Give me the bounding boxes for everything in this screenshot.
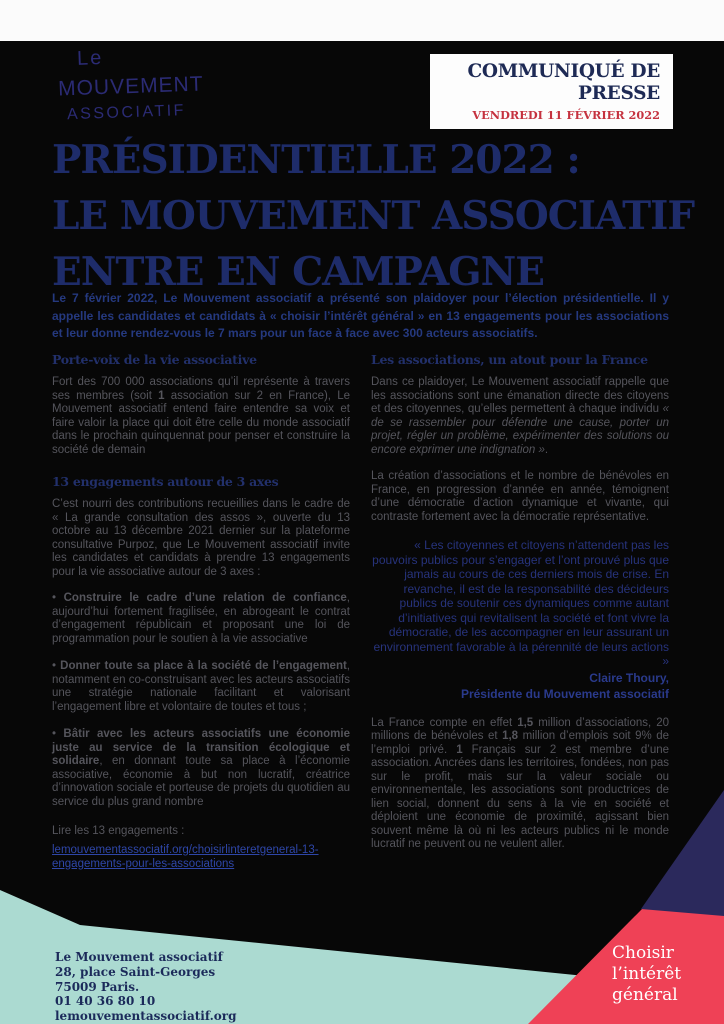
press-badge-title-line2: PRESSE <box>577 82 660 104</box>
engagements-link[interactable]: lemouvementassociatif.org/choisirlinteretgeneral-13-engagements-pour-les-associations <box>52 843 319 870</box>
press-badge-title-line1: COMMUNIQUÉ DE <box>467 61 660 82</box>
section-heading-atout-france: Les associations, un atout pour la France <box>371 352 648 367</box>
bullet-item <box>52 592 350 646</box>
tagline-line1: Choisir <box>612 943 674 963</box>
logo-line-mouvement: MOUVEMENT <box>57 72 204 101</box>
paragraph-text: . <box>544 443 549 456</box>
address-street: 28, place Saint-Georges <box>55 964 216 979</box>
stat-bold: 1 <box>456 743 463 756</box>
bullet-rest: , aujourd’hui fortement fragilisée, en abrogeant le contrat d’engagement républicain et proposant une loi de programmation pour le soutien à la vie associative <box>52 592 350 645</box>
bullet-lead: Construire le cadre d’une relation de confiance <box>63 592 347 604</box>
bullet-glyph: • <box>52 592 57 604</box>
stat-bold: 1,8 <box>502 730 519 742</box>
logo-line-le: Le <box>76 46 104 70</box>
logo-line-associatif: ASSOCIATIF <box>66 102 187 124</box>
address-website: lemouvementassociatif.org <box>55 1009 237 1024</box>
stat-bold: 1,5 <box>517 716 534 729</box>
bullet-rest: , en donnant toute sa place à l’économie associative, économie à but non lucratif, créatrice d’innovation sociale et porteuse de projets du quotidien au service du plus grand nombre <box>52 755 350 808</box>
paragraph: C’est nourri des contributions recueillies dans le cadre de « La grande consultation des assos », ouverte du 13 octobre au 13 décembre 2021 dernier sur la plateforme consultative Purpoz, que Le Mouvement associatif invite les candidates et candidats à prendre 13 engagements pour la vie associative autour de 3 axes : <box>52 498 350 578</box>
paragraph-bold-number: 1 <box>158 389 165 402</box>
page-title <box>52 132 700 300</box>
bullet-lead: Bâtir avec les acteurs associatifs une économie juste au service de la transition écologique et solidaire <box>52 728 350 767</box>
section-heading-porte-voix: Porte-voix de la vie associative <box>52 352 257 367</box>
pull-quote-text: « Les citoyennes et citoyens n’attendent pas les pouvoirs publics pour s’engager et l’ont prouvé plus que jamais au cours de ces derniers mois de crise. En revanche, il est de la responsabilité des décideurs publics de soutenir ces dynamiques comme autant d’initiatives qui revitalisent la société et font vivre la démocratie, de les accompagner en leur assurant un environnement favorable à la pérennité de leurs actions » <box>372 538 669 668</box>
paragraph-text: million d’associations, 20 millions de bénévoles et <box>371 716 670 742</box>
section-heading-13-engagements: 13 engagements autour de 3 axes <box>52 474 279 489</box>
inline-quote-italic: « de se rassembler pour défendre une cause, porter un projet, régler un problème, expérimenter des solutions ou encore exprimer une indignation » <box>371 403 669 456</box>
press-release-badge <box>430 54 673 129</box>
page-title-line2: LE MOUVEMENT ASSOCIATIF <box>52 193 695 239</box>
footer <box>0 780 724 1024</box>
bullet-rest: , notamment en co-construisant avec les acteurs associatifs une stratégie nationale facilitant et valorisant l’engagement libre et volontaire de toutes et tous ; <box>52 660 350 713</box>
mouvement-associatif-logo <box>57 43 205 124</box>
top-white-strip <box>0 0 724 41</box>
page-title-line3: ENTRE EN CAMPAGNE <box>52 249 544 295</box>
tagline-line3: général <box>612 985 678 1005</box>
paragraph-text: Français sur 2 est membre d’une association. Ancrées dans les territoires, fondées, non pas sur le profit, mais sur la valeur sociale ou environnementale, les associations sont productrices de lien social, donnent du sens à la vie en société et déploient une économie de proximité, agissant bien souvent même là où ni les acteurs publics ni le monde lucratif ne peuvent ou ne veulent aller. <box>371 743 669 850</box>
paragraph-text: La France compte en effet <box>371 716 518 729</box>
address-phone: 01 40 36 80 10 <box>55 994 156 1009</box>
intro-paragraph: Le 7 février 2022, Le Mouvement associatif a présenté son plaidoyer pour l’élection présidentielle. Il y appelle les candidates et candidats à « choisir l’intérêt général » en 13 engagements pour les associations et leur donne rendez-vous le 7 mars pour un face à face avec 300 acteurs associatifs. <box>52 291 669 340</box>
paragraph <box>371 376 669 457</box>
tagline-line2: l’intérêt <box>612 964 682 984</box>
pull-quote <box>371 538 669 702</box>
address-city: 75009 Paris. <box>55 979 140 994</box>
paragraph-text: million d’emplois soit 9% de l’emploi privé. <box>371 730 669 756</box>
bullet-glyph: • <box>52 728 57 740</box>
page-title-line1: PRÉSIDENTIELLE 2022 : <box>52 137 580 183</box>
contact-address-block <box>55 950 237 1024</box>
press-badge-date: VENDREDI 11 FÉVRIER 2022 <box>472 108 660 122</box>
paragraph <box>52 376 350 457</box>
paragraph-text: association sur 2 en France), Le Mouvement associatif entend faire entendre sa voix et faire valoir la place qui doit être celle du monde associatif dans le prochain quinquennat pour penser et construire la société de demain <box>52 389 350 456</box>
bullet-lead: Donner toute sa place à la société de l’engagement <box>60 660 347 672</box>
campaign-tagline <box>612 943 681 1006</box>
read-more-label: Lire les 13 engagements : <box>52 825 185 837</box>
paragraph: La création d’associations et le nombre de bénévoles en France, en progression d’année en année, témoignent d’une démocratie d’action dynamique et vivante, qui contraste fortement avec la démocratie représentative. <box>371 470 669 523</box>
address-org-name: Le Mouvement associatif <box>55 950 223 964</box>
paragraph-text: Dans ce plaidoyer, Le Mouvement associatif rappelle que les associations sont une émanation directe des citoyens et des citoyennes, qu’elles permettent à chaque individu <box>371 376 669 415</box>
bullet-glyph: • <box>52 660 57 672</box>
paragraph-text: Fort des 700 000 associations qu’il représente à travers ses membres (soit <box>52 376 350 402</box>
quote-author-role: Présidente du Mouvement associatif <box>460 687 669 701</box>
quote-author: Claire Thoury, <box>589 670 669 685</box>
bullet-item <box>52 660 350 714</box>
